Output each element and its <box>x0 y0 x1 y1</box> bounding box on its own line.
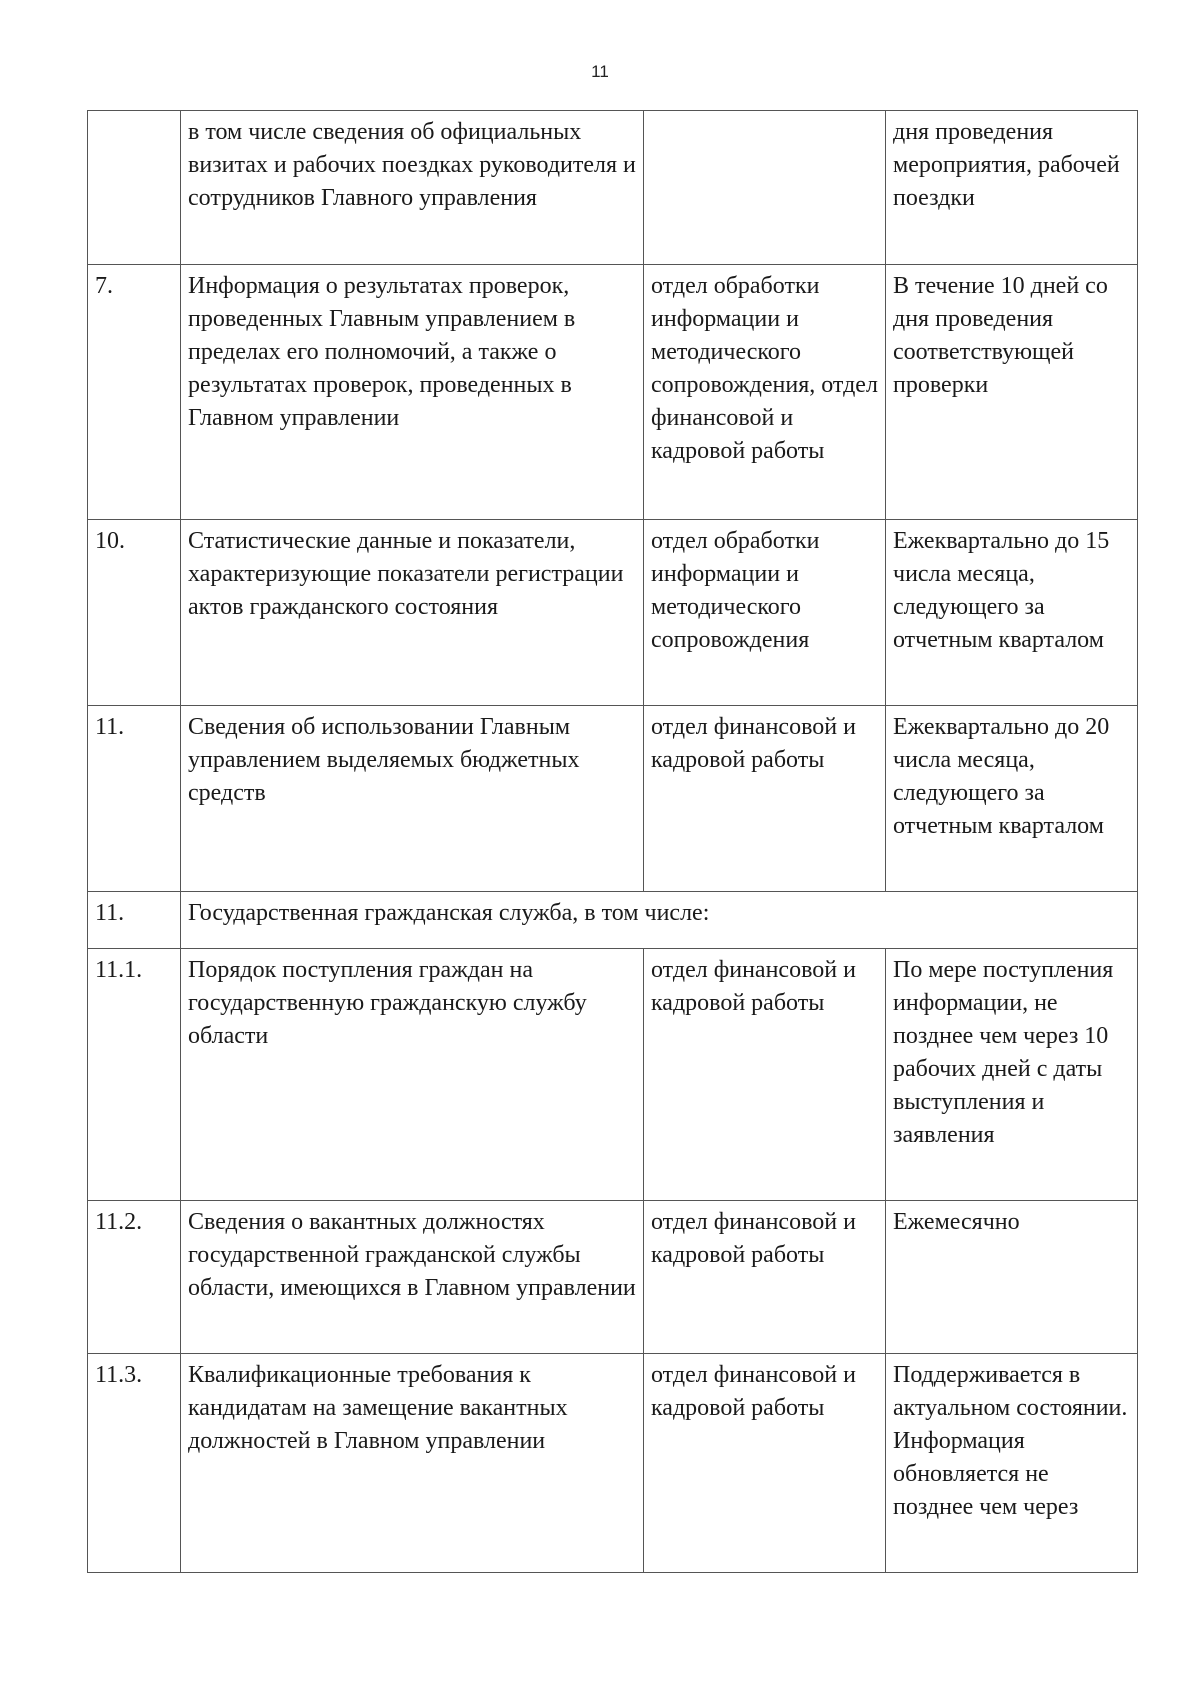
responsible-cell <box>644 111 886 265</box>
row-number-cell: 11.2. <box>88 1201 181 1354</box>
row-number-cell: 11. <box>88 706 181 892</box>
table-row <box>88 111 1138 265</box>
item-name-cell: Порядок поступления граждан на государственную гражданскую службу области <box>181 949 644 1201</box>
table-row <box>88 1354 1138 1573</box>
term-cell: В течение 10 дней со дня проведения соответствующей проверки <box>886 265 1138 520</box>
responsible-cell: отдел финансовой и кадровой работы <box>644 949 886 1201</box>
section-row <box>88 892 1138 949</box>
table-row <box>88 265 1138 520</box>
section-number-cell: 11. <box>88 892 181 949</box>
item-name-cell: Статистические данные и показатели, характеризующие показатели регистрации актов гражданского состояния <box>181 520 644 706</box>
section-title-cell: Государственная гражданская служба, в том числе: <box>181 892 1138 949</box>
term-cell: Поддерживается в актуальном состоянии. Информация обновляется не позднее чем через <box>886 1354 1138 1573</box>
responsible-cell: отдел обработки информации и методического сопровождения <box>644 520 886 706</box>
table-row <box>88 706 1138 892</box>
table-row <box>88 949 1138 1201</box>
item-name-cell: Информация о результатах проверок, проведенных Главным управлением в пределах его полномочий, а также о результатах проверок, проведенных в Главном управлении <box>181 265 644 520</box>
item-name-cell: Сведения о вакантных должностях государственной гражданской службы области, имеющихся в Главном управлении <box>181 1201 644 1354</box>
table-row <box>88 520 1138 706</box>
row-number-cell: 11.3. <box>88 1354 181 1573</box>
row-number-cell <box>88 111 181 265</box>
term-cell: дня проведения мероприятия, рабочей поездки <box>886 111 1138 265</box>
term-cell: По мере поступления информации, не позднее чем через 10 рабочих дней с даты выступления и заявления <box>886 949 1138 1201</box>
responsible-cell: отдел финансовой и кадровой работы <box>644 1201 886 1354</box>
row-number-cell: 10. <box>88 520 181 706</box>
item-name-cell: Квалификационные требования к кандидатам на замещение вакантных должностей в Главном управлении <box>181 1354 644 1573</box>
item-name-cell: Сведения об использовании Главным управлением выделяемых бюджетных средств <box>181 706 644 892</box>
term-cell: Ежеквартально до 20 числа месяца, следующего за отчетным кварталом <box>886 706 1138 892</box>
term-cell: Ежеквартально до 15 числа месяца, следующего за отчетным кварталом <box>886 520 1138 706</box>
responsible-cell: отдел обработки информации и методического сопровождения, отдел финансовой и кадровой работы <box>644 265 886 520</box>
row-number-cell: 7. <box>88 265 181 520</box>
term-cell: Ежемесячно <box>886 1201 1138 1354</box>
responsible-cell: отдел финансовой и кадровой работы <box>644 1354 886 1573</box>
row-number-cell: 11.1. <box>88 949 181 1201</box>
page-number: 11 <box>591 62 609 81</box>
information-table <box>87 110 1138 1573</box>
table-row <box>88 1201 1138 1354</box>
responsible-cell: отдел финансовой и кадровой работы <box>644 706 886 892</box>
item-name-cell: в том числе сведения об официальных визитах и рабочих поездках руководителя и сотрудников Главного управления <box>181 111 644 265</box>
